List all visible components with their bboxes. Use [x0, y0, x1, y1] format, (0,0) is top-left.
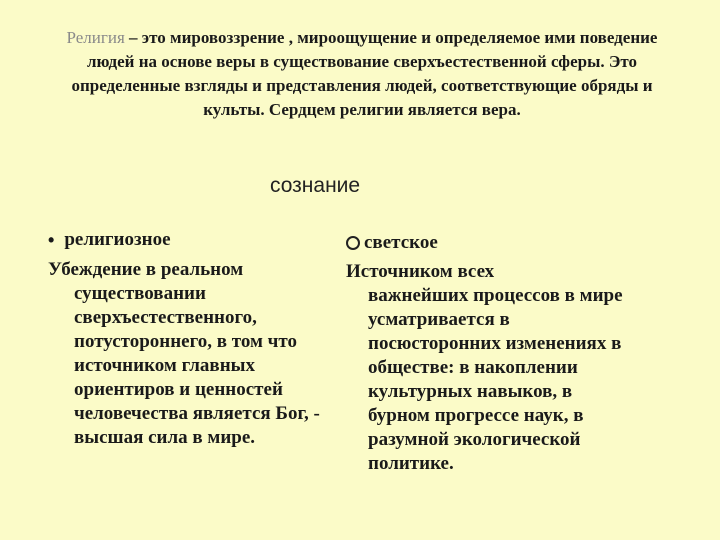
definition-term: Религия [66, 28, 125, 47]
secular-body: важнейших процессов в мире усматривается в посюсторонних изменениях в обществе: в накоплении культурных навыков, в бурном прогрессе наук, в разумной экологической политике. [368, 285, 623, 474]
secular-column [346, 231, 636, 476]
definition-paragraph [44, 26, 680, 122]
secular-label: светское [364, 232, 438, 253]
section-heading: сознание [270, 174, 361, 197]
secular-header [346, 231, 636, 255]
definition-text: – это мировоззрение , мироощущение и определяемое ими поведение людей на основе веры в существование сверхъестественной сферы. Это определенные взгляды и представления людей, соответствующие обряды и культы. Сердцем религии является вера. [71, 28, 658, 119]
secular-first-line: Источником всех [346, 261, 495, 282]
bullet-circle-icon [346, 236, 360, 250]
religious-column [48, 228, 328, 450]
religious-header [48, 228, 328, 252]
religious-body: существовании сверхъестественного, потустороннего, в том что источником главных ориентиров и ценностей человечества является Бог, - высшая сила в мире. [74, 283, 320, 448]
religious-first-line: Убеждение в реальном [48, 259, 244, 280]
religious-label: религиозное [64, 229, 171, 250]
religious-description [48, 258, 328, 450]
secular-description [346, 260, 636, 476]
bullet-dot-icon: • [48, 230, 55, 250]
